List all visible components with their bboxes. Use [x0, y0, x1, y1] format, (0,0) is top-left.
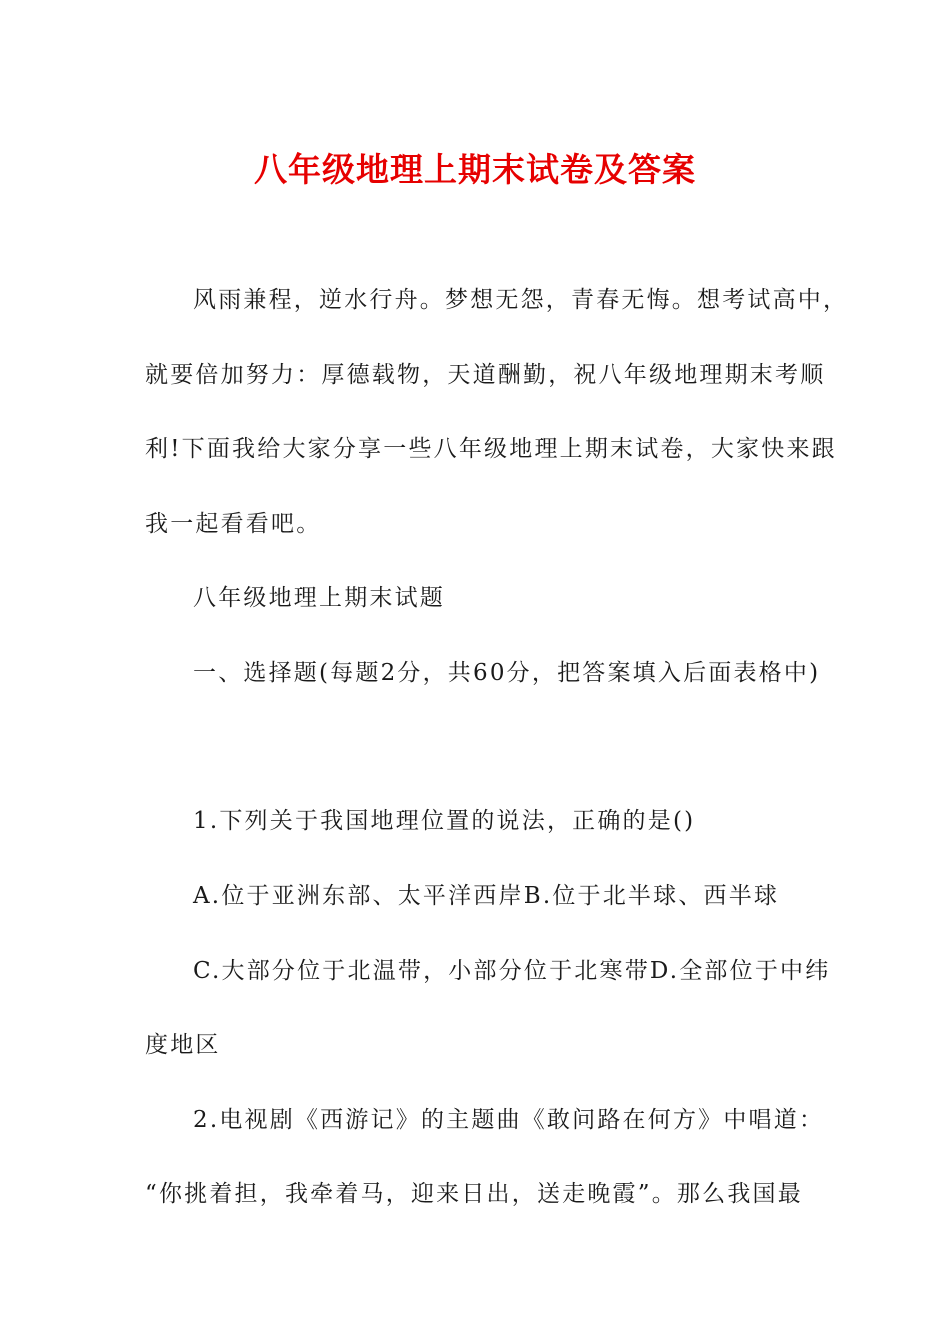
question-2-stem-line-2: “你挑着担，我牵着马，迎来日出，送走晚霞”。那么我国最 — [145, 1181, 803, 1207]
section-heading: 八年级地理上期末试题 — [193, 585, 445, 611]
question-1-options-line-1: A.位于亚洲东部、太平洋西岸B.位于北半球、西半球 — [193, 883, 780, 909]
document-title: 八年级地理上期末试卷及答案 — [254, 150, 696, 189]
question-1-stem: 1.下列关于我国地理位置的说法，正确的是() — [193, 808, 696, 834]
intro-line-3: 利!下面我给大家分享一些八年级地理上期末试卷，大家快来跟 — [145, 436, 837, 462]
question-1-options-line-2: C.大部分位于北温带，小部分位于北寒带D.全部位于中纬 — [193, 958, 831, 984]
question-1-options-line-3: 度地区 — [145, 1032, 221, 1058]
question-2-stem-line-1: 2.电视剧《西游记》的主题曲《敢问路在何方》中唱道： — [193, 1107, 825, 1133]
intro-line-1: 风雨兼程，逆水行舟。梦想无怨，青春无悔。想考试高中， — [193, 287, 849, 313]
intro-line-4: 我一起看看吧。 — [145, 511, 322, 537]
part-heading: 一、选择题(每题2分，共60分，把答案填入后面表格中) — [193, 660, 821, 686]
intro-line-2: 就要倍加努力：厚德载物，天道酬勤，祝八年级地理期末考顺 — [145, 362, 826, 388]
